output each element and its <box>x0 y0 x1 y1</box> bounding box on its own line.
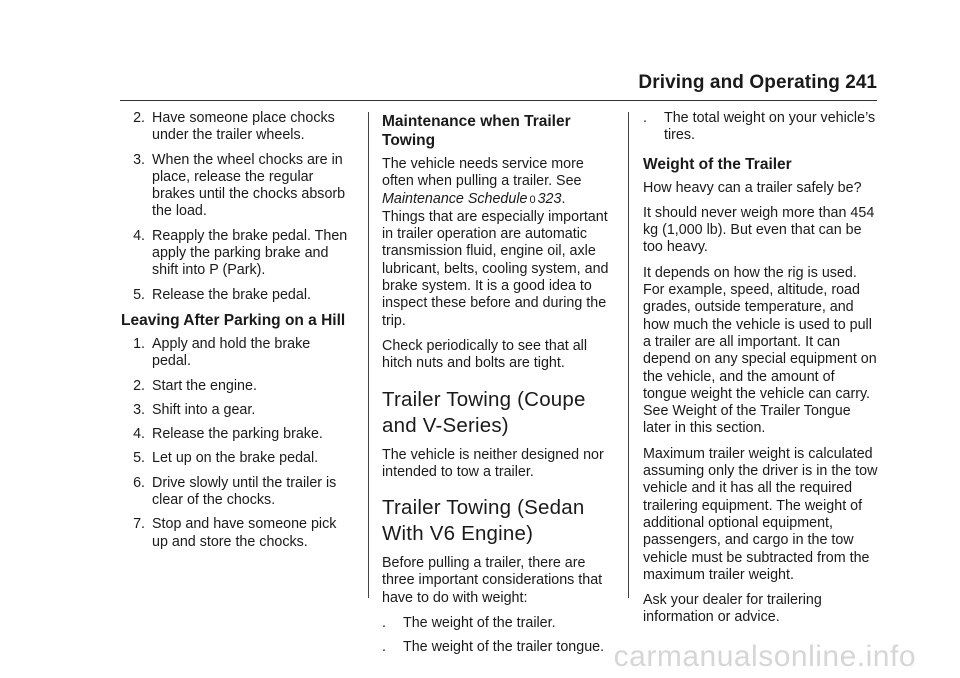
column-2 <box>382 110 612 664</box>
list-item: 4. Release the parking brake. <box>133 426 323 443</box>
list-item: 5. Let up on the brake pedal. <box>133 450 319 467</box>
maintenance-heading: Maintenance when Trailer Towing <box>382 113 571 149</box>
list-item: 1. Apply and hold the brake pedal. <box>133 335 311 370</box>
column-divider <box>628 112 629 598</box>
header-divider <box>120 100 877 101</box>
list-item: 6. Drive slowly until the trailer is clear of the chocks. <box>133 474 337 509</box>
maintenance-schedule-link[interactable]: Maintenance Schedule <box>382 190 528 207</box>
page-number: 241 <box>845 72 877 93</box>
list-item: 2. Start the engine. <box>133 377 257 394</box>
list-item: 5. Release the brake pedal. <box>133 286 311 303</box>
paragraph: How heavy can a trailer safely be? <box>643 179 862 196</box>
list-item: . The weight of the trailer. <box>382 615 556 632</box>
weight-heading: Weight of the Trailer <box>643 155 792 173</box>
list-item: 7. Stop and have someone pick up and store the chocks. <box>133 516 337 550</box>
page-ref[interactable]: 323 <box>537 190 562 207</box>
list-item: 4. Reapply the brake pedal. Then apply the parking brake and shift into P (Park). <box>133 227 348 279</box>
column-divider <box>368 112 369 598</box>
paragraph: Maximum trailer weight is calculated assuming only the driver is in the tow vehicle and it has all the required trailering equipment. The weight of additional optional equipment, passengers, and cargo in the tow vehicle must be subtracted from the maximum trailer weight. <box>643 445 878 583</box>
list-item: . The weight of the trailer tongue. <box>382 639 605 656</box>
watermark: carmanualsonline.info <box>613 640 916 673</box>
sedan-heading: Trailer Towing (Sedan With V6 Engine) <box>382 496 585 546</box>
column-1 <box>121 110 353 558</box>
paragraph: Ask your dealer for trailering information or advice. <box>643 592 822 626</box>
paragraph: It depends on how the rig is used. For example, speed, altitude, road grades, outside temperature, and how much the vehicle is used to pull a trailer are all important. It can depend on any special equipment on the vehicle, and the amount of tongue weight the vehicle can carry. See Weight of the Trailer Tongue later in this section. <box>643 264 877 437</box>
paragraph: It should never weigh more than 454 kg (1,000 lb). But even that can be too heavy. <box>643 204 875 256</box>
list-item: 3. Shift into a gear. <box>133 401 256 418</box>
hill-heading: Leaving After Parking on a Hill <box>121 311 346 329</box>
coupe-heading: Trailer Towing (Coupe and V-Series) <box>382 387 586 437</box>
section-title: Driving and Operating <box>638 72 840 93</box>
coupe-paragraph: The vehicle is neither designed nor intended to tow a trailer. <box>382 446 604 480</box>
column-3 <box>643 110 879 635</box>
sedan-paragraph: Before pulling a trailer, there are three important considerations that have to do with weight: <box>382 555 603 606</box>
hitch-paragraph: Check periodically to see that all hitch nuts and bolts are tight. <box>382 337 588 372</box>
list-item: . The total weight on your vehicle’s tires. <box>643 110 876 144</box>
list-item: 2. Have someone place chocks under the trailer wheels. <box>133 110 335 144</box>
maintenance-paragraph: The vehicle needs service more often when pulling a trailer. See Maintenance Schedule 0 323. Things that are especially important in trailer operation are automatic transmission fluid, engine oil, axle lubricant, belts, cooling system, and brake system. It is a good idea to inspect these before and during the trip. <box>382 156 609 329</box>
page-ref-icon: 0 <box>529 193 536 206</box>
list-item: 3. When the wheel chocks are in place, release the regular brakes until the chocks absorb the load. <box>133 151 346 220</box>
